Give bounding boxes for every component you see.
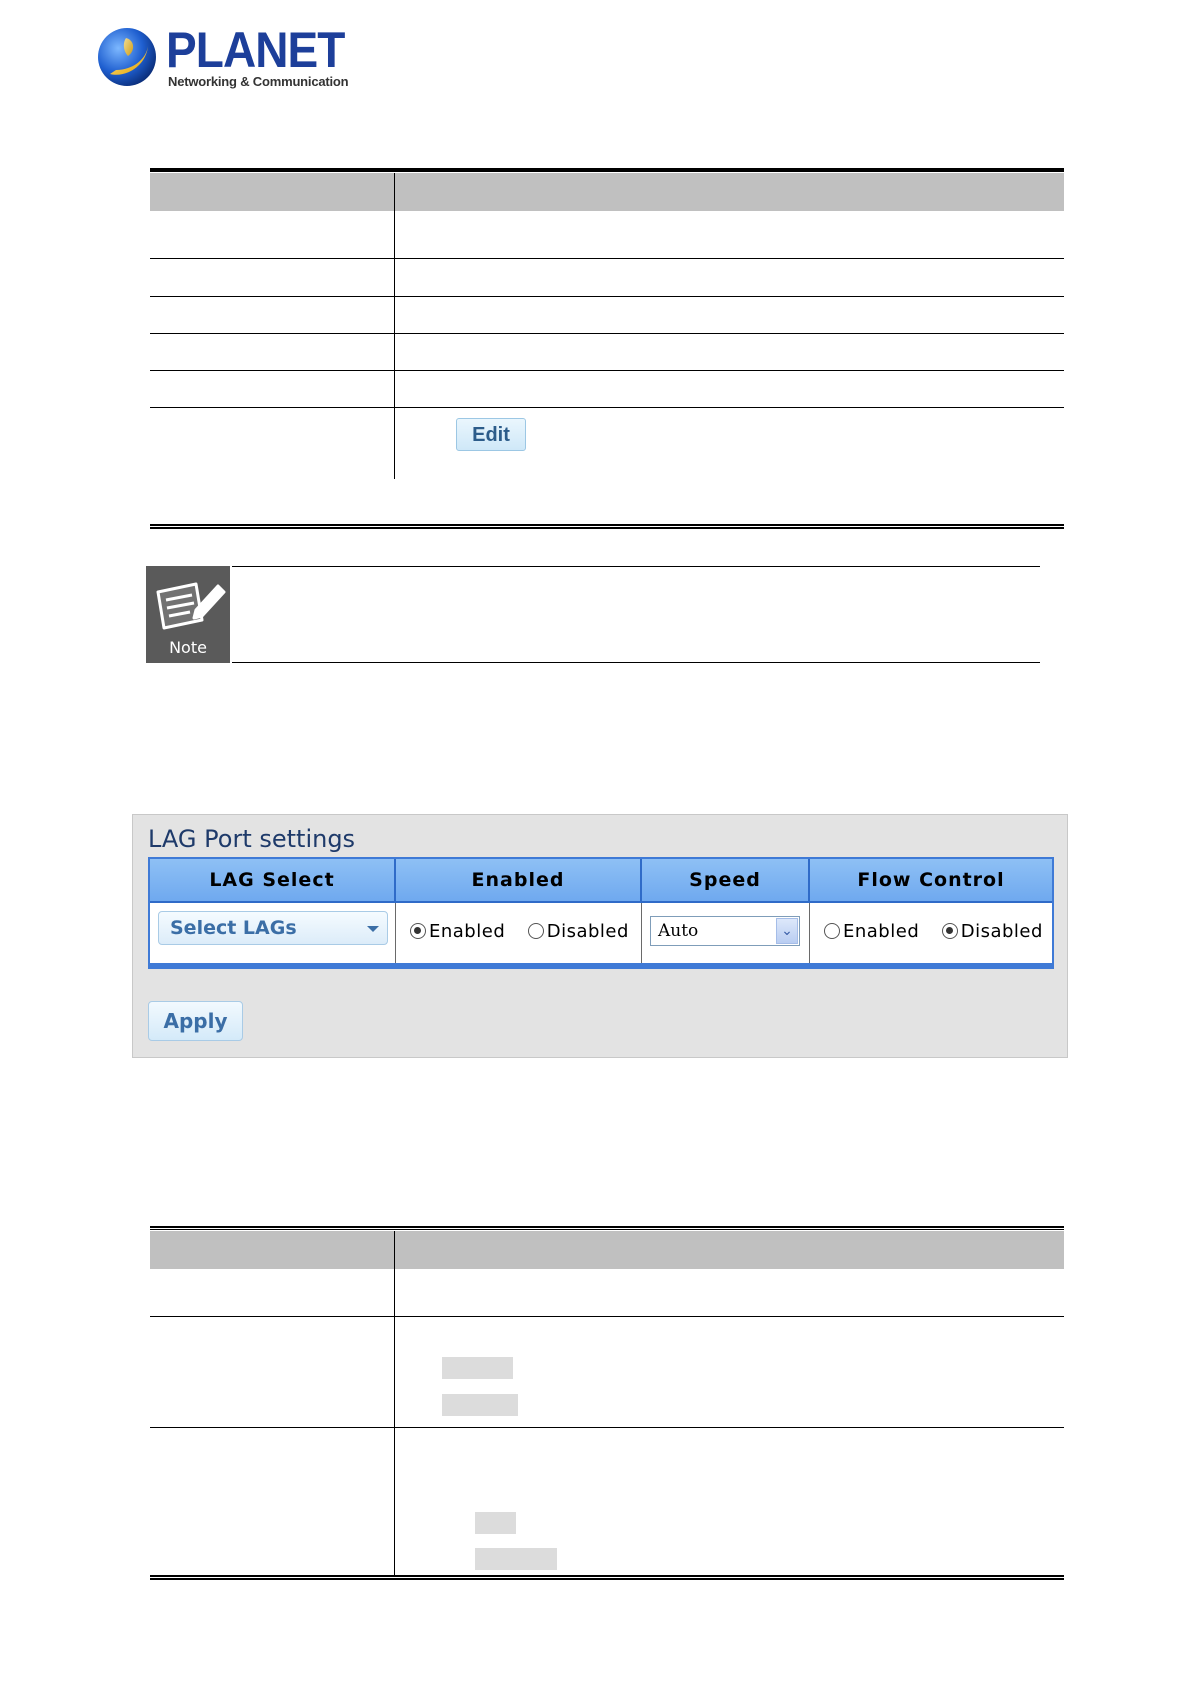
enabled-radio-off[interactable] bbox=[528, 923, 544, 939]
col-header-lag-select: LAG Select bbox=[150, 859, 396, 901]
pen-paper-icon bbox=[146, 570, 230, 642]
cell-enabled bbox=[396, 903, 642, 963]
note-top-rule bbox=[232, 566, 1040, 567]
globe-icon bbox=[96, 26, 158, 88]
note-bottom-rule bbox=[232, 662, 1040, 663]
table-row bbox=[150, 1269, 1064, 1317]
chevron-down-icon: ⌄ bbox=[776, 918, 798, 944]
lag-port-settings-panel bbox=[132, 814, 1068, 1058]
brand-tagline: Networking & Communication bbox=[168, 74, 349, 89]
table-header bbox=[150, 1231, 1064, 1269]
table-row bbox=[150, 259, 1064, 297]
flow-disabled-option-label: Disabled bbox=[960, 921, 1043, 942]
description-table-1 bbox=[150, 168, 1064, 530]
planet-logo bbox=[96, 22, 356, 94]
edit-button[interactable]: Edit bbox=[456, 418, 526, 451]
lag-select-dropdown[interactable] bbox=[158, 911, 388, 945]
col-header-speed: Speed bbox=[642, 859, 810, 901]
cell-flow-control bbox=[810, 903, 1052, 963]
apply-button[interactable]: Apply bbox=[148, 1001, 243, 1041]
table-row bbox=[150, 297, 1064, 334]
brand-name: PLANET bbox=[166, 22, 345, 78]
table-row bbox=[150, 1317, 1064, 1428]
table-row bbox=[150, 334, 1064, 371]
highlight-box bbox=[475, 1512, 516, 1534]
flow-enabled-option-label: Enabled bbox=[843, 921, 920, 942]
highlight-box bbox=[442, 1357, 513, 1379]
cell-speed bbox=[642, 903, 810, 963]
table-row bbox=[150, 211, 1064, 259]
lag-select-value: Select LAGs bbox=[170, 917, 297, 939]
lag-settings-grid bbox=[148, 857, 1054, 969]
speed-select[interactable] bbox=[650, 916, 800, 946]
chevron-down-icon bbox=[367, 926, 379, 932]
highlight-box bbox=[442, 1394, 518, 1416]
flow-control-radio-off[interactable] bbox=[942, 923, 958, 939]
table-row bbox=[150, 1428, 1064, 1574]
description-table-2 bbox=[150, 1226, 1064, 1588]
table-header bbox=[150, 173, 1064, 211]
table-row bbox=[150, 371, 1064, 408]
note-label: Note bbox=[169, 638, 207, 657]
cell-lag-select bbox=[150, 903, 396, 963]
enabled-option-label: Enabled bbox=[429, 921, 506, 942]
disabled-option-label: Disabled bbox=[546, 921, 629, 942]
flow-control-radio-on[interactable] bbox=[824, 923, 840, 939]
enabled-radio-on[interactable] bbox=[410, 923, 426, 939]
note-icon bbox=[146, 566, 230, 663]
table-row bbox=[150, 408, 1064, 479]
speed-value: Auto bbox=[658, 921, 699, 941]
panel-title: LAG Port settings bbox=[148, 825, 356, 853]
col-header-flow-control: Flow Control bbox=[810, 859, 1052, 901]
col-header-enabled: Enabled bbox=[396, 859, 642, 901]
highlight-box bbox=[475, 1548, 557, 1570]
